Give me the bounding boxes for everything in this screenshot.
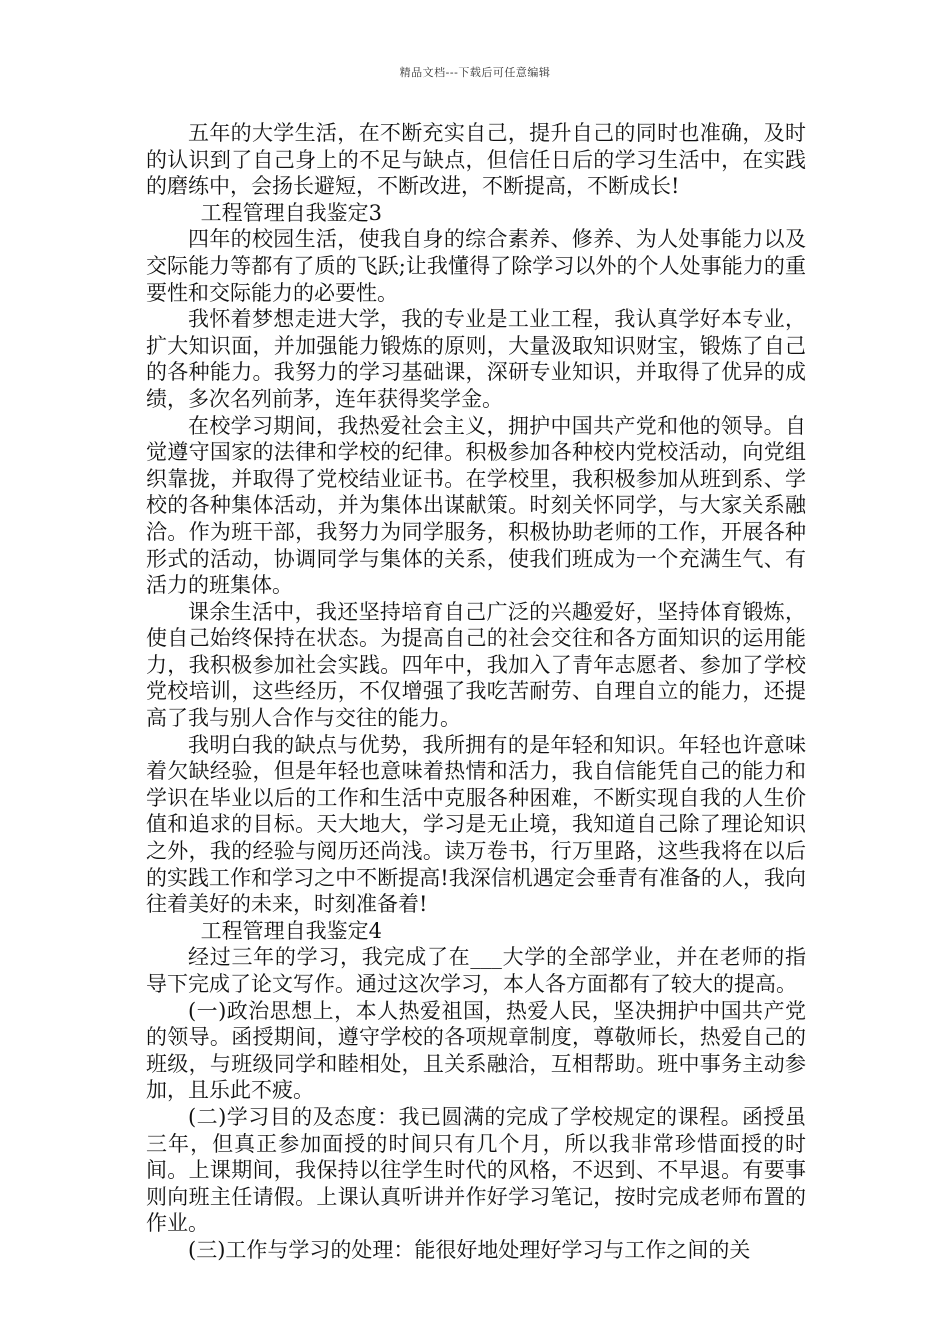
paragraph: 我怀着梦想走进大学，我的专业是工业工程，我认真学好本专业，扩大知识面，并加强能力锻炼的原则，大量汲取知识财宝，锻炼了自己的各种能力。我努力的学习基础课，深研专业知识，并取得了优异的成绩，多次名列前茅，连年获得奖学金。 <box>146 307 806 411</box>
paragraph: 在校学习期间，我热爱社会主义，拥护中国共产党和他的领导。自觉遵守国家的法律和学校的纪律。积极参加各种校内党校活动，向党组织靠拢，并取得了党校结业证书。在学校里，我积极参加从班到系、学校的各种集体活动，并为集体出谋献策。时刻关怀同学，与大家关系融洽。作为班干部，我努力为同学服务，积极协助老师的工作，开展各种形式的活动，协调同学与集体的关系，使我们班成为一个充满生气、有活力的班集体。 <box>146 413 806 598</box>
paragraph: (二)学习目的及态度：我已圆满的完成了学校规定的课程。函授虽三年，但真正参加面授的时间只有几个月，所以我非常珍惜面授的时间。上课期间，我保持以往学生时代的风格，不迟到、不早退。有要事则向班主任请假。上课认真听讲并作好学习笔记，按时完成老师布置的作业。 <box>146 1104 806 1236</box>
paragraph: 课余生活中，我还坚持培育自己广泛的兴趣爱好，坚持体育锻炼，使自己始终保持在状态。为提高自己的社会交往和各方面知识的运用能力，我积极参加社会实践。四年中，我加入了青年志愿者、参加了学校党校培训，这些经历，不仅增强了我吃苦耐劳、自理自立的能力，还提高了我与别人合作与交往的能力。 <box>146 599 806 731</box>
paragraph: (三)工作与学习的处理：能很好地处理好学习与工作之间的关 <box>188 1237 751 1262</box>
paragraph: 我明白我的缺点与优势，我所拥有的是年轻和知识。年轻也许意味着欠缺经验，但是年轻也意味着热情和活力，我自信能凭自己的能力和学识在毕业以后的工作和生活中克服各种困难，不断实现自我的人生价值和追求的目标。天大地大，学习是无止境，我知道自己除了理论知识之外，我的经验与阅历还尚浅。读万卷书，行万里路，这些我将在以后的实践工作和学习之中不断提高!我深信机遇定会垂青有准备的人，我向往着美好的未来，时刻准备着! <box>146 732 806 917</box>
paragraph: 经过三年的学习，我完成了在___大学的全部学业，并在老师的指导下完成了论文写作。通过这次学习，本人各方面都有了较大的提高。 <box>146 945 806 996</box>
section-heading: 工程管理自我鉴定4 <box>200 918 382 943</box>
document-body <box>146 120 806 1264</box>
paragraph: 四年的校园生活，使我自身的综合素养、修养、为人处事能力以及交际能力等都有了质的飞跃;让我懂得了除学习以外的个人处事能力的重要性和交际能力的必要性。 <box>146 227 806 305</box>
section-heading: 工程管理自我鉴定3 <box>200 200 382 225</box>
paragraph: 五年的大学生活，在不断充实自己，提升自己的同时也准确，及时的认识到了自己身上的不足与缺点，但信任日后的学习生活中，在实践的磨练中，会扬长避短，不断改进，不断提高，不断成长! <box>146 121 806 199</box>
paragraph: (一)政治思想上，本人热爱祖国，热爱人民，坚决拥护中国共产党的领导。函授期间，遵守学校的各项规章制度，尊敬师长，热爱自己的班级，与班级同学和睦相处，且关系融洽，互相帮助。班中事务主动参加，且乐此不疲。 <box>146 998 806 1103</box>
page-header: 精品文档---下载后可任意编辑 <box>399 66 551 79</box>
